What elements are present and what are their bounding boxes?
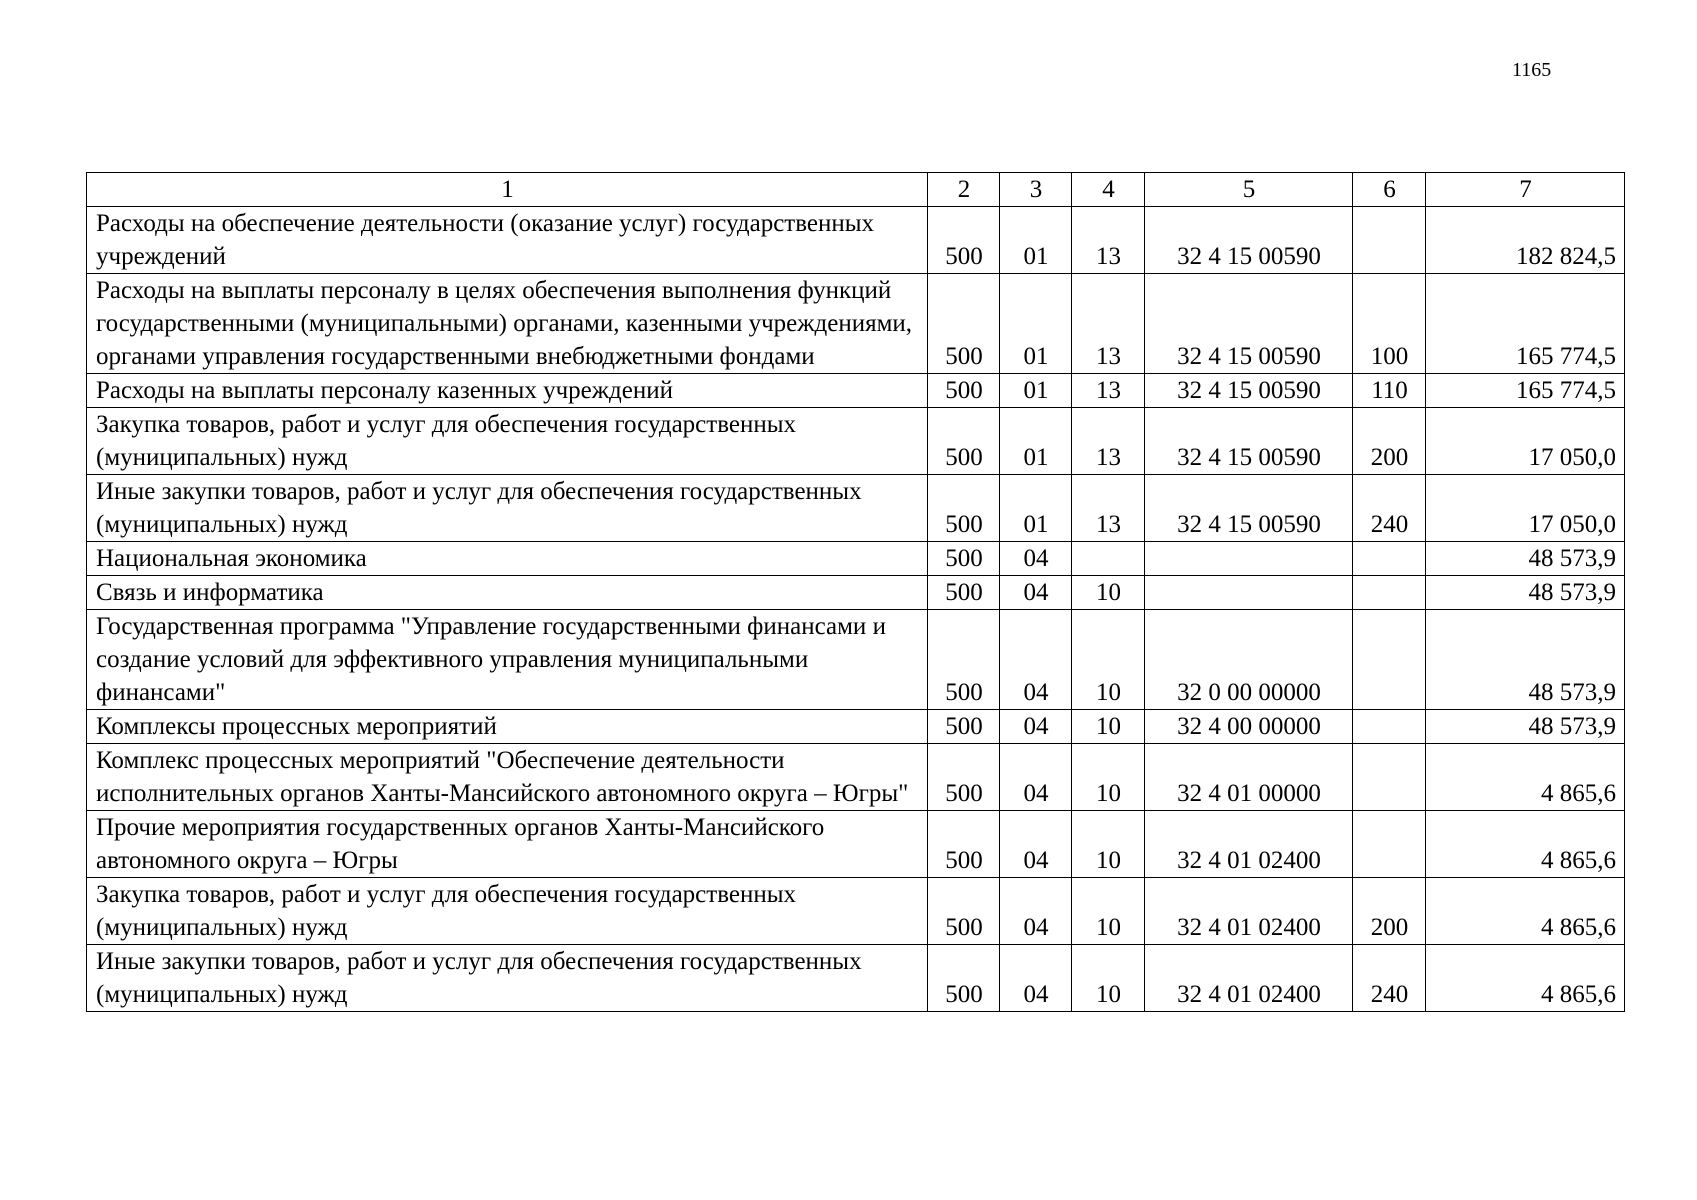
header-cell: 4 [1072,173,1145,207]
row-name: Государственная программа "Управление государственными финансами и создание условий для эффективного управления муниципальными финансами" [87,610,928,710]
row-vr [1353,207,1426,274]
row-sum: 4 865,6 [1426,878,1625,945]
row-name: Расходы на выплаты персоналу казенных учреждений [87,374,928,408]
header-cell: 2 [928,173,1000,207]
row-ved: 500 [928,576,1000,610]
row-rz: 01 [1000,274,1072,374]
row-ved: 500 [928,878,1000,945]
row-csr: 32 4 15 00590 [1145,374,1353,408]
row-sum: 17 050,0 [1426,475,1625,542]
row-sum: 165 774,5 [1426,374,1625,408]
row-sum: 182 824,5 [1426,207,1625,274]
row-ved: 500 [928,744,1000,811]
row-sum: 48 573,9 [1426,576,1625,610]
row-vr [1353,744,1426,811]
row-pr: 13 [1072,374,1145,408]
row-sum: 48 573,9 [1426,610,1625,710]
row-sum: 4 865,6 [1426,744,1625,811]
table-row [87,542,1625,576]
row-name: Прочие мероприятия государственных органов Ханты-Мансийского автономного округа – Югры [87,811,928,878]
row-rz: 01 [1000,207,1072,274]
row-pr: 10 [1072,710,1145,744]
row-sum: 4 865,6 [1426,811,1625,878]
row-csr: 32 4 01 02400 [1145,811,1353,878]
row-vr: 200 [1353,878,1426,945]
row-name: Закупка товаров, работ и услуг для обеспечения государственных (муниципальных) нужд [87,408,928,475]
row-ved: 500 [928,408,1000,475]
row-pr: 13 [1072,408,1145,475]
row-rz: 01 [1000,374,1072,408]
row-sum: 48 573,9 [1426,710,1625,744]
row-vr: 240 [1353,475,1426,542]
row-name: Связь и информатика [87,576,928,610]
row-vr [1353,610,1426,710]
row-name: Расходы на выплаты персоналу в целях обеспечения выполнения функций государственными (муниципальными) органами, казенными учреждениями, органами управления государственными внебюджетными фондами [87,274,928,374]
row-name: Комплексы процессных мероприятий [87,710,928,744]
row-vr: 200 [1353,408,1426,475]
row-pr: 10 [1072,945,1145,1012]
row-pr: 10 [1072,610,1145,710]
header-cell: 3 [1000,173,1072,207]
row-sum: 48 573,9 [1426,542,1625,576]
row-name: Иные закупки товаров, работ и услуг для обеспечения государственных (муниципальных) нужд [87,475,928,542]
row-vr: 110 [1353,374,1426,408]
row-csr: 32 4 15 00590 [1145,408,1353,475]
table-row [87,878,1625,945]
row-ved: 500 [928,374,1000,408]
row-sum: 165 774,5 [1426,274,1625,374]
row-pr [1072,542,1145,576]
row-vr: 240 [1353,945,1426,1012]
row-ved: 500 [928,811,1000,878]
row-csr: 32 4 00 00000 [1145,710,1353,744]
row-rz: 04 [1000,610,1072,710]
table-row [87,811,1625,878]
table-row [87,274,1625,374]
row-pr: 13 [1072,274,1145,374]
row-rz: 04 [1000,710,1072,744]
row-csr: 32 4 15 00590 [1145,475,1353,542]
row-rz: 04 [1000,878,1072,945]
row-pr: 10 [1072,744,1145,811]
row-csr: 32 0 00 00000 [1145,610,1353,710]
row-sum: 4 865,6 [1426,945,1625,1012]
row-csr: 32 4 01 02400 [1145,945,1353,1012]
table-row [87,576,1625,610]
row-csr [1145,542,1353,576]
table-row [87,945,1625,1012]
row-name: Иные закупки товаров, работ и услуг для обеспечения государственных (муниципальных) нужд [87,945,928,1012]
header-cell: 5 [1145,173,1353,207]
row-ved: 500 [928,207,1000,274]
row-sum: 17 050,0 [1426,408,1625,475]
table-row [87,475,1625,542]
row-name: Комплекс процессных мероприятий "Обеспечение деятельности исполнительных органов Ханты-Мансийского автономного округа – Югры" [87,744,928,811]
table-header-row [87,173,1625,207]
row-csr: 32 4 01 00000 [1145,744,1353,811]
row-rz: 04 [1000,576,1072,610]
table-row [87,408,1625,475]
row-rz: 01 [1000,408,1072,475]
header-cell: 1 [87,173,928,207]
row-csr: 32 4 15 00590 [1145,274,1353,374]
table-row [87,744,1625,811]
row-vr [1353,710,1426,744]
row-rz: 04 [1000,811,1072,878]
row-csr [1145,576,1353,610]
row-name: Закупка товаров, работ и услуг для обеспечения государственных (муниципальных) нужд [87,878,928,945]
row-ved: 500 [928,945,1000,1012]
row-pr: 10 [1072,811,1145,878]
row-pr: 13 [1072,207,1145,274]
row-vr: 100 [1353,274,1426,374]
row-vr [1353,576,1426,610]
row-rz: 04 [1000,945,1072,1012]
row-rz: 04 [1000,542,1072,576]
table-row [87,610,1625,710]
table-row [87,710,1625,744]
row-vr [1353,811,1426,878]
row-rz: 04 [1000,744,1072,811]
row-ved: 500 [928,610,1000,710]
row-csr: 32 4 15 00590 [1145,207,1353,274]
page-number: 1165 [1512,59,1552,81]
row-ved: 500 [928,475,1000,542]
row-vr [1353,542,1426,576]
row-pr: 10 [1072,878,1145,945]
table-row [87,374,1625,408]
row-name: Национальная экономика [87,542,928,576]
row-pr: 13 [1072,475,1145,542]
row-rz: 01 [1000,475,1072,542]
table-row [87,207,1625,274]
header-cell: 7 [1426,173,1625,207]
budget-table [86,172,1625,1012]
row-csr: 32 4 01 02400 [1145,878,1353,945]
row-ved: 500 [928,274,1000,374]
header-cell: 6 [1353,173,1426,207]
row-ved: 500 [928,542,1000,576]
row-ved: 500 [928,710,1000,744]
row-pr: 10 [1072,576,1145,610]
row-name: Расходы на обеспечение деятельности (оказание услуг) государственных учреждений [87,207,928,274]
